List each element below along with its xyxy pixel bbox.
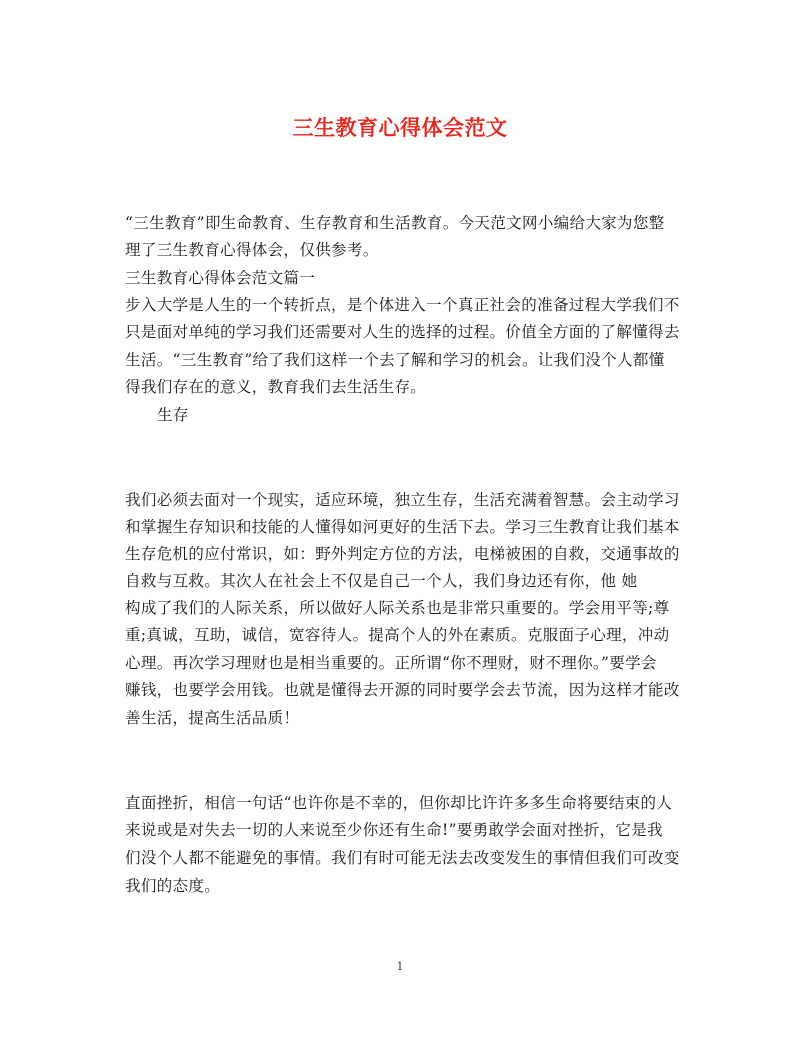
text-line: 我们必须去面对一个现实，适应环境，独立生存，生活充满着智慧。会主动学习 bbox=[125, 491, 680, 509]
text-line: 心理。再次学习理财也是相当重要的。正所谓“你不理财，财不理你。”要学会 bbox=[125, 654, 657, 672]
text-line: 生活。“三生教育”给了我们这样一个去了解和学习的机会。让我们没个人都懂 bbox=[125, 351, 665, 369]
document-title: 三生教育心得体会范文 bbox=[292, 115, 508, 140]
subsection-heading: 生存 bbox=[157, 406, 189, 424]
page-number: 1 bbox=[396, 960, 404, 973]
text-line: 得我们存在的意义，教育我们去生活生存。 bbox=[125, 378, 427, 396]
section-heading: 三生教育心得体会范文篇一 bbox=[125, 269, 316, 287]
text-line: 善生活，提高生活品质！ bbox=[125, 709, 300, 727]
text-line: “三生教育”即生命教育、生存教育和生活教育。今天范文网小编给大家为您整 bbox=[125, 214, 665, 232]
text-line: 直面挫折，相信一句话“也许你是不幸的，但你却比许许多多生命将要结束的人 bbox=[125, 794, 673, 812]
text-line: 构成了我们的人际关系，所以做好人际关系也是非常只重要的。学会用平等;尊 bbox=[125, 599, 670, 617]
text-line: 重;真诚，互助，诚信，宽容待人。提高个人的外在素质。克服面子心理，冲动 bbox=[125, 626, 670, 644]
text-line: 我们的态度。 bbox=[125, 877, 221, 895]
text-line: 和掌握生存知识和技能的人懂得如河更好的生活下去。学习三生教育让我们基本 bbox=[125, 518, 680, 536]
text-line: 来说或是对失去一切的人来说至少你还有生命!”要勇敢学会面对挫折，它是我 bbox=[125, 821, 663, 839]
text-line: 们没个人都不能避免的事情。我们有时可能无法去改变发生的事情但我们可改变 bbox=[125, 849, 680, 867]
text-line: 生存危机的应付常识，如：野外判定方位的方法，电梯被困的自救，交通事故的 bbox=[125, 545, 680, 563]
text-line: 只是面对单纯的学习我们还需要对人生的选择的过程。价值全方面的了解懂得去 bbox=[125, 323, 680, 341]
text-line: 步入大学是人生的一个转折点，是个体进入一个真正社会的准备过程大学我们不 bbox=[125, 296, 680, 314]
text-line: 理了三生教育心得体会，仅供参考。 bbox=[125, 241, 379, 259]
text-line: 赚钱，也要学会用钱。也就是懂得去开源的同时要学会去节流，因为这样才能改 bbox=[125, 681, 680, 699]
text-line: 自救与互救。其次人在社会上不仅是自己一个人，我们身边还有你，他 她 bbox=[125, 572, 638, 590]
